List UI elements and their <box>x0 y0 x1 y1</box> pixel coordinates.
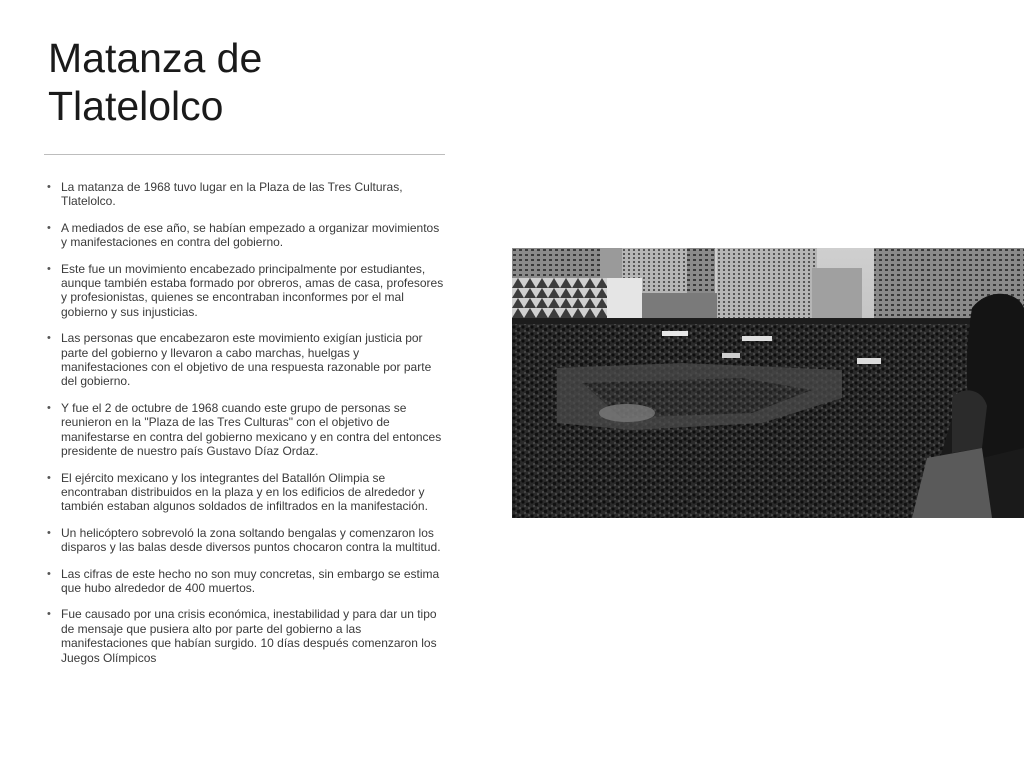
bullet-text: El ejército mexicano y los integrantes del Batallón Olimpia se encontraban distribuidos en la plaza y en los edificios de alrededor y también estaban algunos soldados de infiltrados en la manifestación. <box>61 470 428 514</box>
crowd-photo <box>512 248 1024 518</box>
bullet-item <box>44 526 444 555</box>
bullet-text: Y fue el 2 de octubre de 1968 cuando este grupo de personas se reunieron en la "Plaza de las Tres Culturas" con el objetivo de manifestarse en contra del gobierno mexicano y en contra del entonces presidente de nuestro país Gustavo Díaz Ordaz. <box>61 400 442 459</box>
bullet-item <box>44 180 444 209</box>
bullet-dot-icon: • <box>47 262 51 275</box>
bullet-item <box>44 607 444 665</box>
bullet-dot-icon: • <box>47 221 51 234</box>
bullet-dot-icon: • <box>47 567 51 580</box>
bullet-item <box>44 221 444 250</box>
bullet-item <box>44 471 444 514</box>
bullet-dot-icon: • <box>47 471 51 484</box>
bullet-text: A mediados de ese año, se habían empezado a organizar movimientos y manifestaciones en contra del gobierno. <box>61 220 440 250</box>
bullet-item <box>44 401 444 459</box>
bullet-list <box>44 180 444 677</box>
bullet-text: Un helicóptero sobrevoló la zona soltando bengalas y comenzaron los disparos y las balas desde diversos puntos chocaron contra la multitud. <box>61 525 441 555</box>
bullet-item <box>44 567 444 596</box>
slide-title <box>48 34 428 130</box>
bullet-text: Fue causado por una crisis económica, inestabilidad y para dar un tipo de mensaje que pusiera alto por parte del gobierno a las manifestaciones que habían surgido. 10 días después comenzaron los Juegos Olímpicos <box>61 607 437 665</box>
title-divider <box>44 154 445 155</box>
bullet-text: Las cifras de este hecho no son muy concretas, sin embargo se estima que hubo alrededor de 400 muertos. <box>61 566 440 595</box>
bullet-dot-icon: • <box>47 401 51 414</box>
bullet-text: La matanza de 1968 tuvo lugar en la Plaza de las Tres Culturas, Tlatelolco. <box>61 180 403 209</box>
bullet-dot-icon: • <box>47 332 51 345</box>
bullet-text: Las personas que encabezaron este movimiento exigían justicia por parte del gobierno y llevaron a cabo marchas, huelgas y manifestaciones con el objetivo de una respuesta razonable por parte del gobierno. <box>61 331 432 389</box>
bullet-dot-icon: • <box>47 526 51 539</box>
bullet-dot-icon: • <box>47 608 51 621</box>
bullet-text: Este fue un movimiento encabezado principalmente por estudiantes, aunque también estaba formado por obreros, amas de casa, profesores y profesionistas, quienes se encontraban inconformes por el mal gobierno y sus injusticias. <box>61 261 444 319</box>
bullet-item <box>44 331 444 389</box>
crowd-photo-image <box>512 248 1024 518</box>
bullet-dot-icon: • <box>47 181 51 193</box>
slide-title-line-1: Matanza de <box>48 35 263 81</box>
bullet-item <box>44 262 444 320</box>
slide-title-line-2: Tlatelolco <box>48 83 224 129</box>
